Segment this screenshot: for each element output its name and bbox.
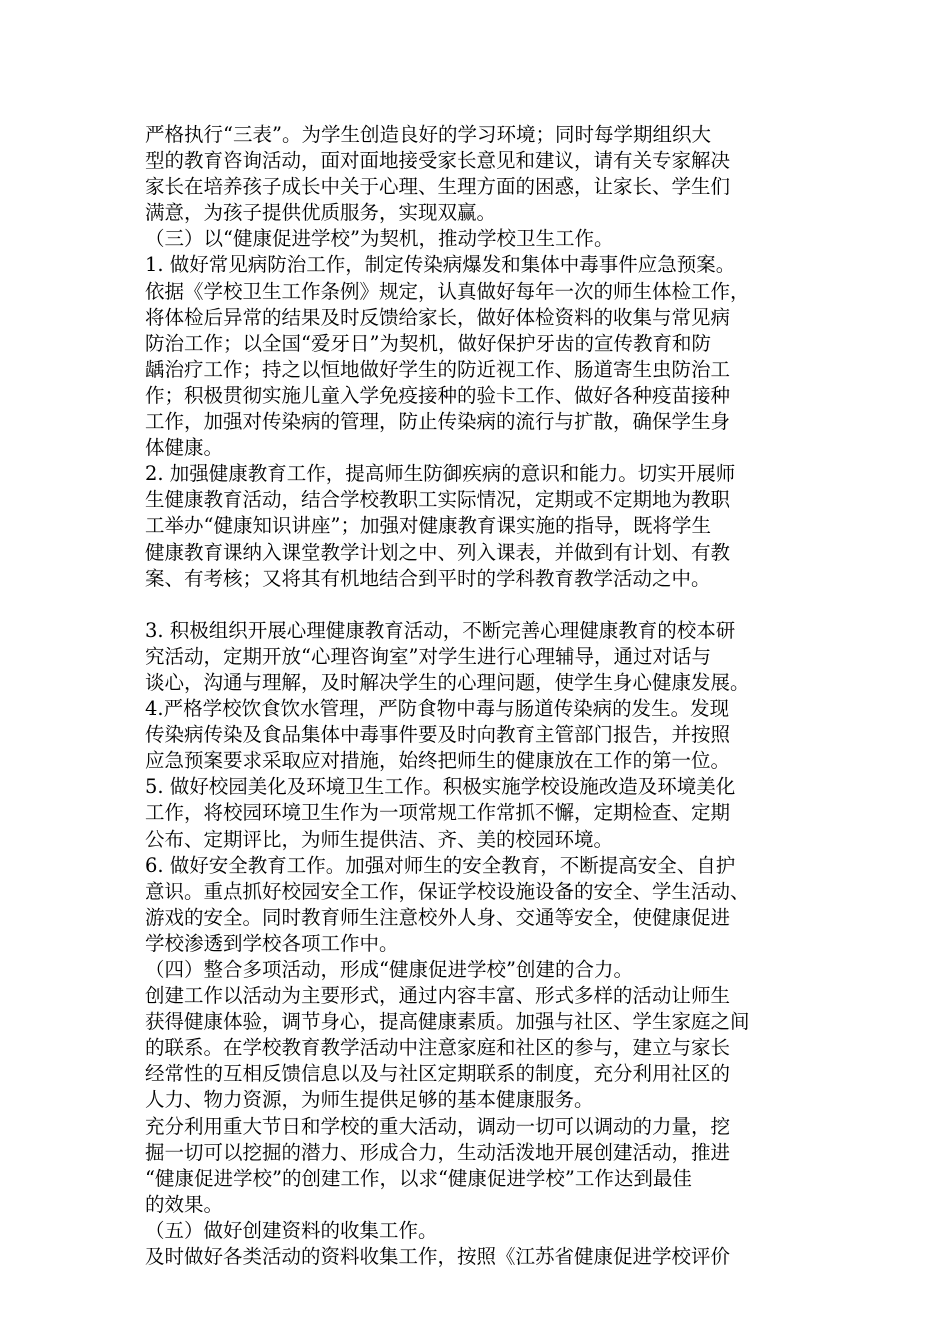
text-line: 作；积极贯彻实施儿童入学免疫接种的验卡工作、做好各种疫苗接种 (145, 383, 731, 407)
text-line: 工举办“健康知识讲座”；加强对健康教育课实施的指导，既将学生 (145, 514, 711, 538)
text-line: 及时做好各类活动的资料收集工作，按照《江苏省健康促进学校评价 (145, 1245, 731, 1269)
text-line: 3. 积极组织开展心理健康教育活动，不断完善心理健康教育的校本研 (145, 618, 736, 642)
text-line: 家长在培养孩子成长中关于心理、生理方面的困惑，让家长、学生们 (145, 175, 731, 199)
text-line: 工作，将校园环境卫生作为一项常规工作常抓不懈，定期检查、定期 (145, 801, 731, 825)
text-line: 6. 做好安全教育工作。加强对师生的安全教育，不断提高安全、自护 (145, 853, 736, 877)
text-line: 依据《学校卫生工作条例》规定，认真做好每年一次的师生体检工作， (145, 279, 750, 303)
text-line: 生健康教育活动，结合学校教职工实际情况，定期或不定期地为教职 (145, 488, 731, 512)
text-line: 案、有考核；又将其有机地结合到平时的学科教育教学活动之中。 (145, 566, 711, 590)
text-line: 体健康。 (145, 436, 224, 460)
text-line: 究活动，定期开放“心理咨询室”对学生进行心理辅导，通过对话与 (145, 644, 711, 668)
text-line: 掘一切可以挖掘的潜力、形成合力，生动活泼地开展创建活动，推进 (145, 1140, 731, 1164)
text-line: 应急预案要求采取应对措施，始终把师生的健康放在工作的第一位。 (145, 749, 731, 773)
text-line: 经常性的互相反馈信息以及与社区定期联系的制度，充分利用社区的 (145, 1062, 731, 1086)
text-line: 4.严格学校饮食饮水管理，严防食物中毒与肠道传染病的发生。发现 (145, 697, 730, 721)
text-line: 将体检后异常的结果及时反馈给家长，做好体检资料的收集与常见病 (145, 305, 731, 329)
text-line: 工作，加强对传染病的管理，防止传染病的流行与扩散，确保学生身 (145, 410, 731, 434)
text-line: 1. 做好常见病防治工作，制定传染病爆发和集体中毒事件应急预案。 (145, 253, 736, 277)
text-line: 的效果。 (145, 1192, 224, 1216)
text-line: 传染病传染及食品集体中毒事件要及时向教育主管部门报告，并按照 (145, 723, 731, 747)
text-line: 学校渗透到学校各项工作中。 (145, 931, 399, 955)
text-line: 充分利用重大节日和学校的重大活动，调动一切可以调动的力量，挖 (145, 1114, 731, 1138)
text-line: 5. 做好校园美化及环境卫生工作。积极实施学校设施改造及环境美化 (145, 775, 736, 799)
text-line: 严格执行“三表”。为学生创造良好的学习环境；同时每学期组织大 (145, 123, 711, 146)
text-line: 意识。重点抓好校园安全工作，保证学校设施设备的安全、学生活动、 (145, 879, 750, 903)
text-line: 公布、定期评比，为师生提供洁、齐、美的校园环境。 (145, 827, 614, 851)
blank-line (145, 592, 810, 618)
text-line: 的联系。在学校教育教学活动中注意家庭和社区的参与，建立与家长 (145, 1036, 731, 1060)
text-line: 龋治疗工作；持之以恒地做好学生的防近视工作、肠道寄生虫防治工 (145, 357, 731, 381)
document-body (145, 122, 810, 1270)
text-line: 人力、物力资源，为师生提供足够的基本健康服务。 (145, 1088, 594, 1112)
text-line: 获得健康体验，调节身心，提高健康素质。加强与社区、学生家庭之间 (145, 1010, 750, 1034)
text-line: 游戏的安全。同时教育师生注意校外人身、交通等安全，使健康促进 (145, 905, 731, 929)
text-line: （四）整合多项活动，形成“健康促进学校”创建的合力。 (145, 958, 633, 981)
text-line: 满意，为孩子提供优质服务，实现双赢。 (145, 201, 497, 225)
text-line: （五）做好创建资料的收集工作。 (145, 1218, 438, 1242)
text-line: 型的教育咨询活动，面对面地接受家长意见和建议，请有关专家解决 (145, 149, 731, 173)
text-line: （三）以“健康促进学校”为契机，推动学校卫生工作。 (145, 227, 614, 251)
text-line: 健康教育课纳入课堂教学计划之中、列入课表，并做到有计划、有教 (145, 540, 731, 564)
text-line: 谈心，沟通与理解，及时解决学生的心理问题，使学生身心健康发展。 (145, 670, 750, 694)
text-line: 2. 加强健康教育工作，提高师生防御疾病的意识和能力。切实开展师 (145, 462, 736, 486)
text-line: 创建工作以活动为主要形式，通过内容丰富、形式多样的活动让师生 (145, 984, 731, 1008)
text-line: “健康促进学校”的创建工作，以求“健康促进学校”工作达到最佳 (145, 1166, 692, 1190)
text-line: 防治工作；以全国“爱牙日”为契机，做好保护牙齿的宣传教育和防 (145, 331, 711, 355)
